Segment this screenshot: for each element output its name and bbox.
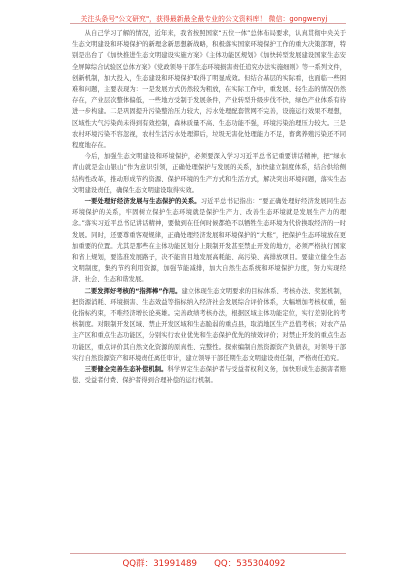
paragraph-outlook: 今后，加强生态文明建设和环境保护，必须要深入学习习近平总书记重要讲话精神，把“绿水青山就是金山银山”作为意识引领，正确处理保护与发展的关系，加快建立制度体系，结合供给侧结构性改革，推动形成节约资源、保护环境的生产方式和生活方式，解决突出环境问题，落实生态文明建设责任，确保生态文明建设取得实效。 <box>72 153 346 194</box>
document-body <box>72 28 346 387</box>
point-1-text: 习近平总书记指出：“要正确处理好经济发展同生态环境保护的关系，牢固树立保护生态环境就是保护生产力、改善生态环境就是发展生产力的理念。”落实习近平总书记讲话精神，要做到在任何时候都绝不以牺牲生态环境为代价换取经济的一时发展。同时，还要尊重客观规律，正确处理经济发展和环境保护的“大账”，把保护生态环境放在更加重要的位置。尤其是那些在主体功能区划分上限制开发甚至禁止开发的地方，必须严格执行国家和省上规划，要选准发展路子，决不能盲目地发展高耗能、高污染、高排放项目。要建立健全生态文明制度，集约节约利用资源，加强节能减排，加大自然生态系统和环境保护力度，努力实现经济、社会、生态和谐发展。 <box>72 198 347 284</box>
point-3-text: 科学界定生态保护者与受益者权利义务，加快形成生态损害者赔偿、受益者付费、保护者得到合理补偿的运行机制。 <box>72 366 347 385</box>
point-2-text: 建立体现生态文明要求的目标体系、考核办法、奖惩机制，把资源消耗、环境损害、生态效益等指标纳入经济社会发展综合评价体系，大幅增加考核权重，强化指标约束，不唯经济增长论英雄。完善政绩考核办法，根据区域主体功能定位，实行差别化的考核制度。对限制开发区域、禁止开发区域和生态脆弱的重点县，取消地区生产总值考核；对农产品主产区和重点生态功能区，分别实行农业优先和生态保护优先的绩效评价；对禁止开发的重点生态功能区，重点评价其自然文化资源的原真性、完整性。探索编制自然资源资产负债表，对领导干部实行自然资源资产和环境责任离任审计，建立领导干部任期生态文明建设责任制，严格责任追究。 <box>72 287 346 362</box>
paragraph-point-3 <box>72 364 346 386</box>
point-2-heading: 二要发挥好考核的“指挥棒”作用。 <box>84 287 182 295</box>
paragraph-situation: 从自己学习了解的情况，近年来，我省按照国家“五位一体”总体布局要求，认真贯彻中央关于生态文明建设和环境保护的新理念新思想新战略，积极落实国家环境保护工作的重大决策部署，特别是出台了《加快推进生态文明建设实施方案》《主体功能区规划》《加快转型发展建设国家生态安全屏障综合试验区总体方案》《党政领导干部生态环境损害责任追究办法实施细则》等一系列文件，创新机制，加大投入，生态建设和环境保护取得了明显成效。但结合基层的实际看，也面临一些困难和问题，主要表现为：一是发展方式仍然较为粗放，在实际工作中，重发展、轻生态的情况仍然存在，产业层次整体偏低，一些地方受制于发展条件，产业转型升级步伐不快，绿色产业体系有待进一步构建。二是巩固提升污染整治压力较大，污水处理配套管网不完善，设施运行效果不理想，区域性大气污染尚未得到有效控制，森林质量不高、生态功能不强，环境污染治理压力较大。三是农村环境污染不容忽视，农村生活污水处理滞后，垃圾无害化处理能力不足，畜禽养殖污染还不同程度地存在。 <box>72 30 346 150</box>
footer-contacts: QQ群：31991489 QQ：535304092 <box>122 559 286 569</box>
header-notice: 关注头条号"公文研究"，获得最新最全最专业的公文资料库！ 微信：gongwenyj <box>80 15 328 23</box>
point-3-heading: 三要健全完善生态补偿机制。 <box>84 366 168 374</box>
footer-divider <box>70 553 346 554</box>
header-divider <box>70 23 346 24</box>
point-1-heading: 一要处理好经济发展与生态保护的关系。 <box>84 198 201 206</box>
paragraph-point-1 <box>72 196 346 286</box>
paragraph-point-2 <box>72 286 346 364</box>
